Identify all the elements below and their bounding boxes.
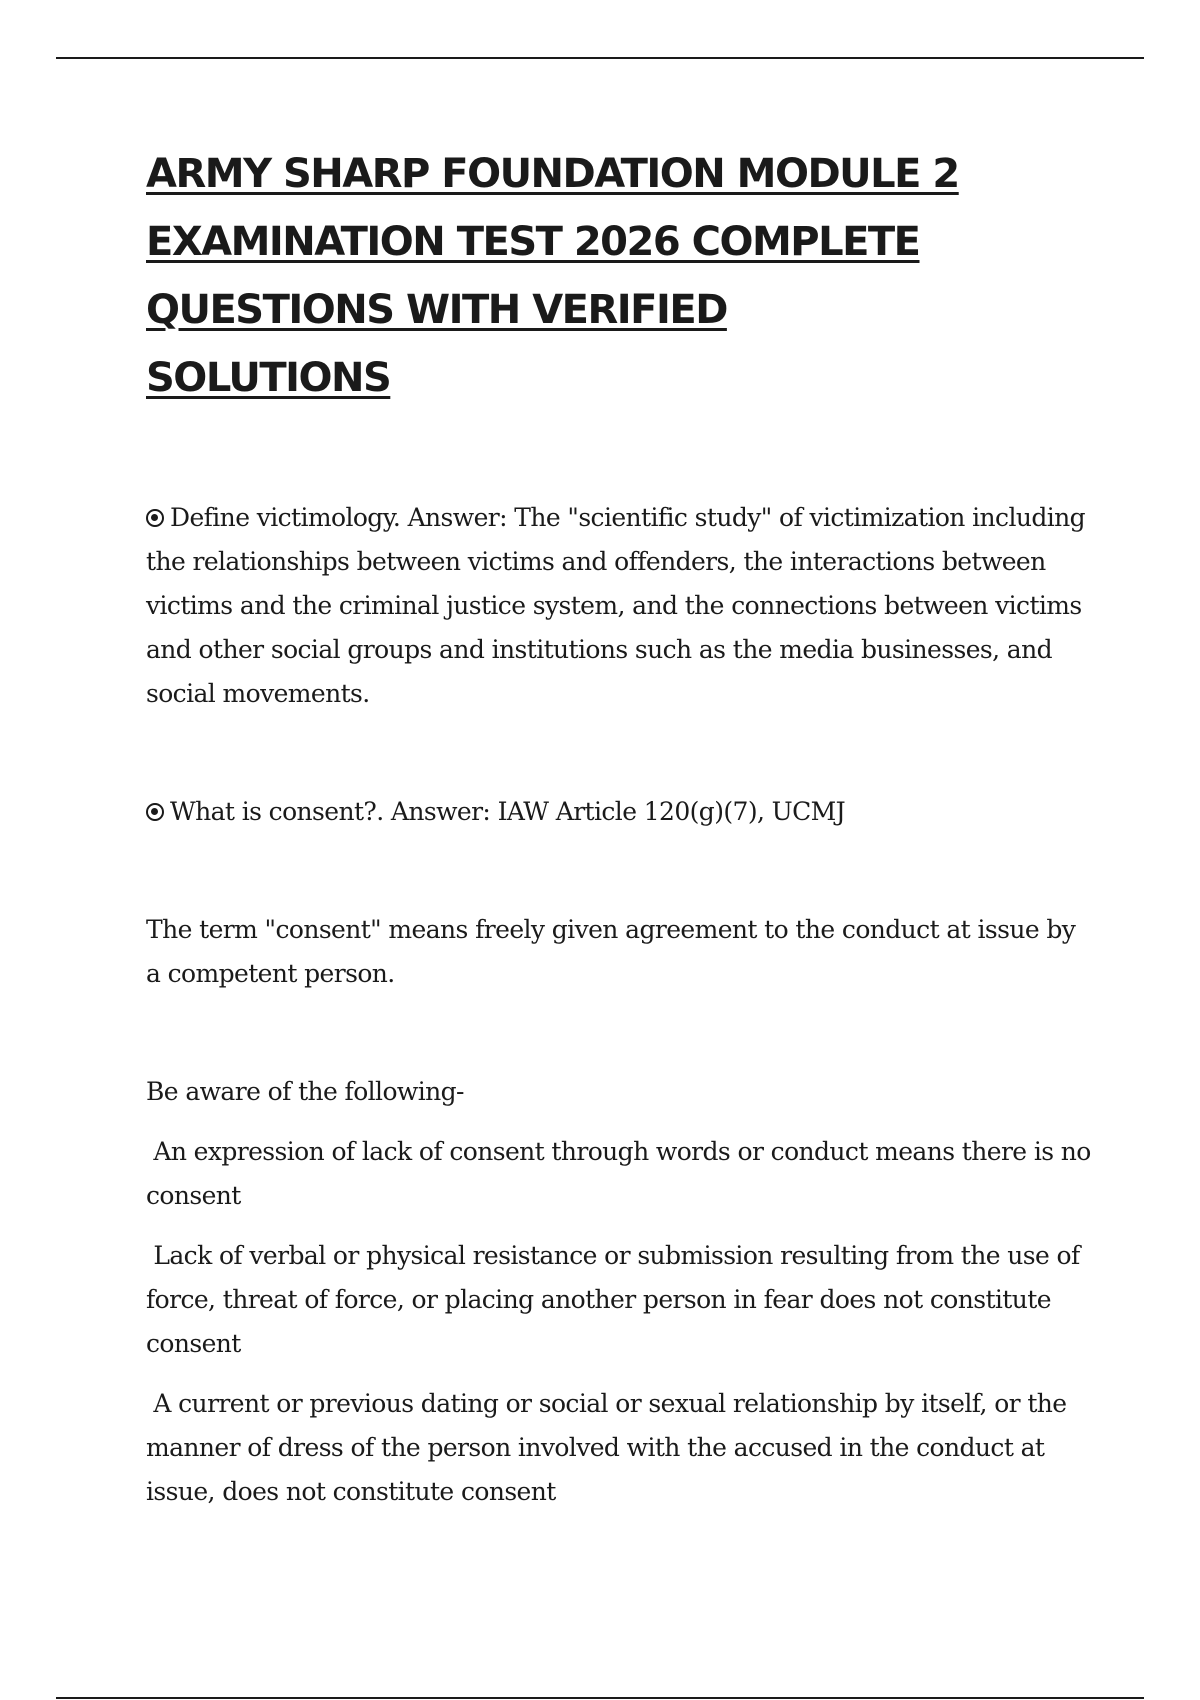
point-item: Lack of verbal or physical resistance or submission resulting from the use of force, threat of force, or placing another person in fear does not constitute consent bbox=[146, 1241, 1088, 1358]
question-text: What is consent?. Answer: IAW Article 120(g)(7), UCMJ bbox=[170, 797, 846, 826]
point-item: A current or previous dating or social or sexual relationship by itself, or the manner of dress of the person involved with the accused in the conduct at issue, does not constitute consent bbox=[146, 1389, 1074, 1506]
document-title: ARMY SHARP FOUNDATION MODULE 2 EXAMINATION TEST 2026 COMPLETE QUESTIONS WITH VERIFIED SOLUTIONS bbox=[146, 151, 959, 401]
footer-rule bbox=[56, 1697, 1144, 1699]
consent-definition: The term "consent" means freely given agreement to the conduct at issue by a competent person. bbox=[146, 915, 1076, 988]
radio-bullet-icon bbox=[146, 803, 164, 821]
aware-heading: Be aware of the following- bbox=[146, 1077, 464, 1106]
point-item: An expression of lack of consent through words or conduct means there is no consent bbox=[146, 1137, 1099, 1210]
header-rule bbox=[56, 57, 1144, 59]
question-consent bbox=[146, 790, 1091, 834]
radio-bullet-icon bbox=[146, 509, 164, 527]
document-body bbox=[146, 140, 1099, 1514]
question-text: Define victimology. Answer: The "scientific study" of victimization including the relationships between victims and offenders, the interactions between victims and the criminal justice system, and the connections between victims and other social groups and institutions such as the media businesses, and social movements. bbox=[146, 503, 1086, 708]
question-victimology bbox=[146, 496, 1091, 716]
